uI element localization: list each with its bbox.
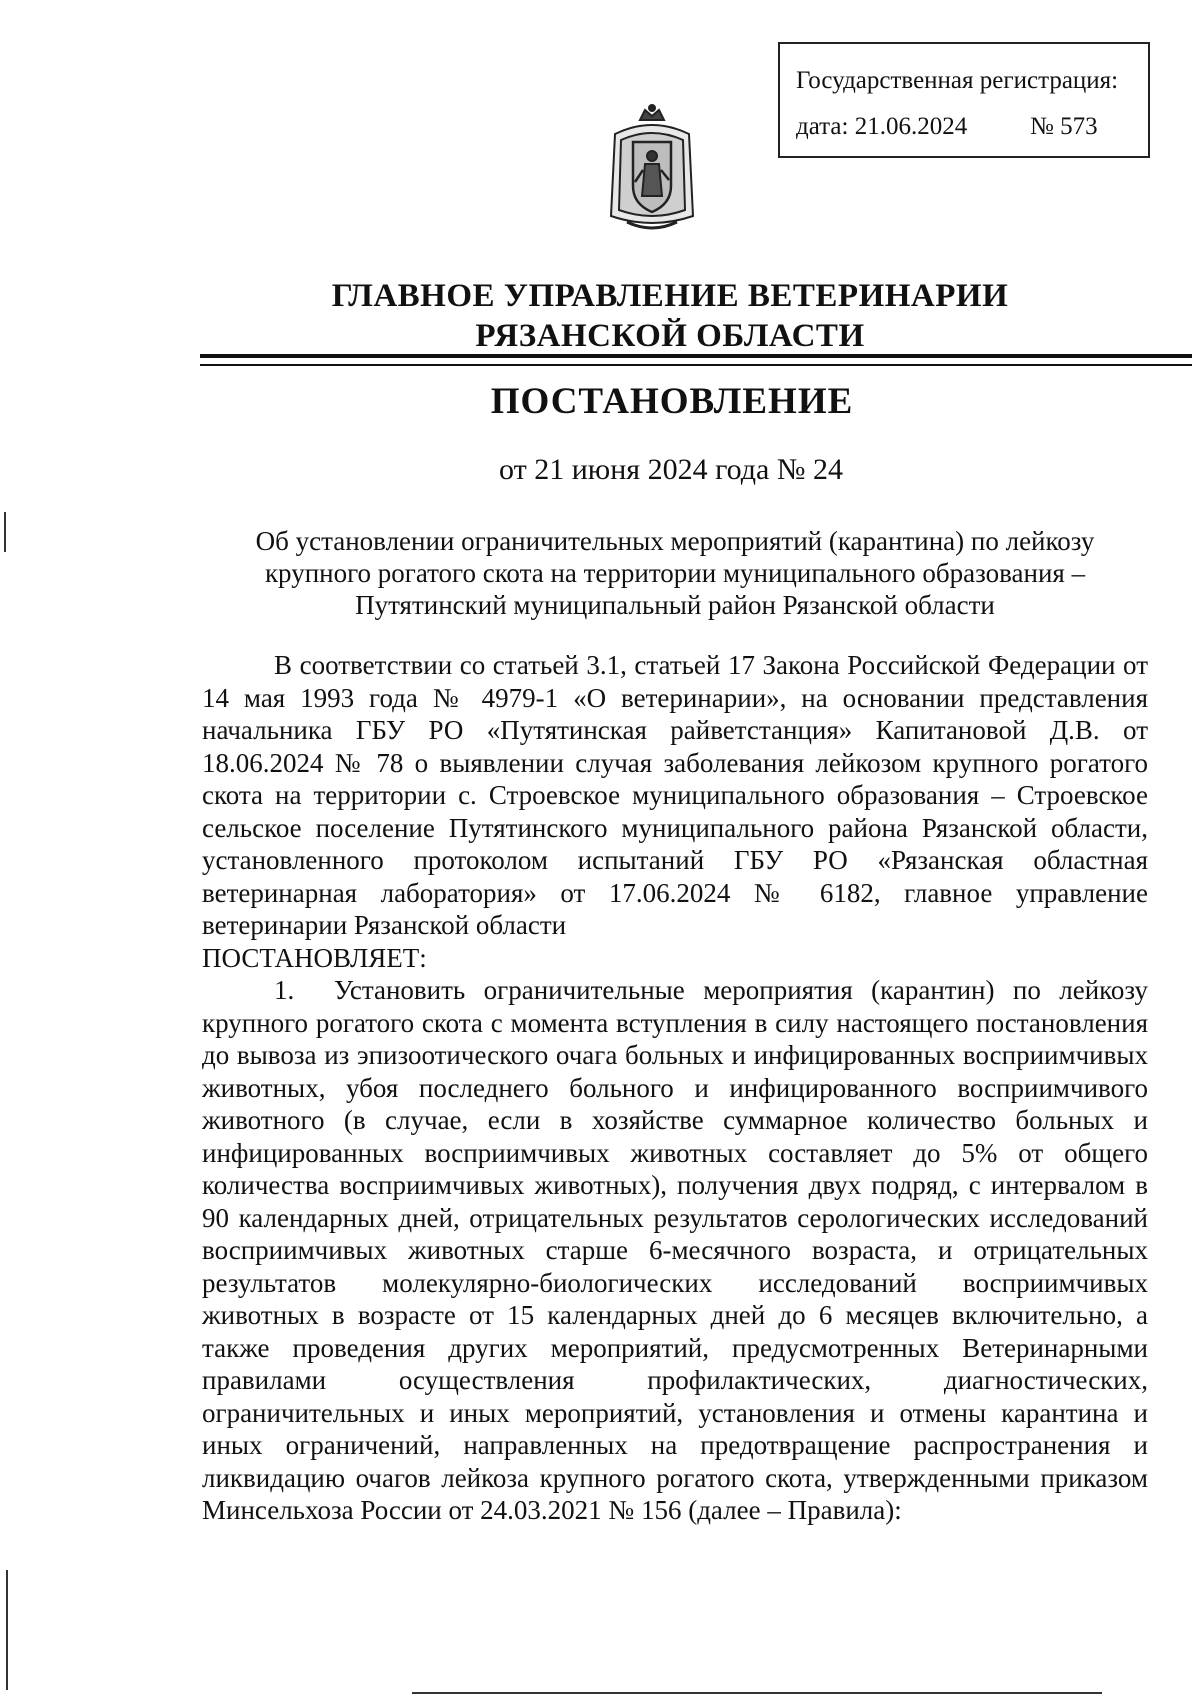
header-divider-thick [200, 354, 1192, 358]
document-date: от 21 июня 2024 года № 24 [499, 453, 843, 486]
registration-date: дата: 21.06.2024 [796, 113, 968, 140]
registration-title: Государственная регистрация: [796, 67, 1119, 94]
agency-line-2: РЯЗАНСКОЙ ОБЛАСТИ [475, 318, 865, 354]
preamble-paragraph: В соответствии со статьей 3.1, статьей 17 Закона Российской Федерации от 14 мая 1993 года № 4979-1 «О ветеринарии», на основании представления начальника ГБУ РО «Путятинская райветстанция» Капитановой Д.В. от 18.06.2024 № 78 о выявлении случая заболевания лейкозом крупного рогатого скота на территории с. Строевское муниципального образования – Строевское сельское поселение Путятинского муниципального района Рязанской области, установленного протоколом испытаний ГБУ РО «Рязанская областная ветеринарная лаборатория» от 17.06.2024 № 6182, главное управление ветеринарии Рязанской области [202, 650, 1148, 940]
agency-name [0, 276, 1200, 356]
agency-line-1: ГЛАВНОЕ УПРАВЛЕНИЕ ВЕТЕРИНАРИИ [331, 278, 1009, 314]
item-1-text: Установить ограничительные мероприятия (карантин) по лейкозу крупного рогатого скота с момента вступления в силу настоящего постановления до вывоза из эпизоотического очага больных и инфицированных восприимчивых животных, убоя последнего больного и инфицированного восприимчивого животного (в случае, если в хозяйстве суммарное количество больных и инфицированных восприимчивых животных составляет до 5% от общего количества восприимчивых животных), получения двух подряд, с интервалом в 90 календарных дней, отрицательных результатов серологических исследований восприимчивых животных старше 6-месячного возраста, и отрицательных результатов молекулярно-биологических исследований восприимчивых животных в возрасте от 15 календарных дней до 6 месяцев включительно, а также проведения других мероприятий, предусмотренных Ветеринарными правилами осуществления профилактических, диагностических, ограничительных и иных мероприятий, установления и отмены карантина и иных ограничений, направленных на предотвращение распространения и ликвидацию очагов лейкоза крупного рогатого скота, утвержденными приказом Минсельхоза России от 24.03.2021 № 156 (далее – Правила): [202, 975, 1148, 1525]
subject-line-1: Об установлении ограничительных мероприятий (карантина) по лейкозу [255, 526, 1095, 556]
item-1-paragraph [202, 974, 1148, 1527]
subject-line-3: Путятинский муниципальный район Рязанской области [355, 590, 995, 620]
registration-box [778, 42, 1150, 158]
subject-line-2: крупного рогатого скота на территории муниципального образования – [264, 558, 1086, 588]
resolves-label: ПОСТАНОВЛЯЕТ: [202, 942, 427, 973]
registration-number: № 573 [1030, 113, 1098, 140]
ryazan-coat-of-arms-icon [607, 104, 697, 236]
scan-edge-mark [6, 1570, 8, 1690]
document-subject [200, 525, 1150, 621]
header-divider-thin [200, 364, 1192, 366]
scan-edge-mark [4, 512, 6, 552]
document-body [202, 649, 1148, 1527]
item-1-number: 1. [274, 975, 295, 1005]
footer-rule [412, 1692, 1102, 1694]
document-type: ПОСТАНОВЛЕНИЕ [490, 381, 854, 422]
